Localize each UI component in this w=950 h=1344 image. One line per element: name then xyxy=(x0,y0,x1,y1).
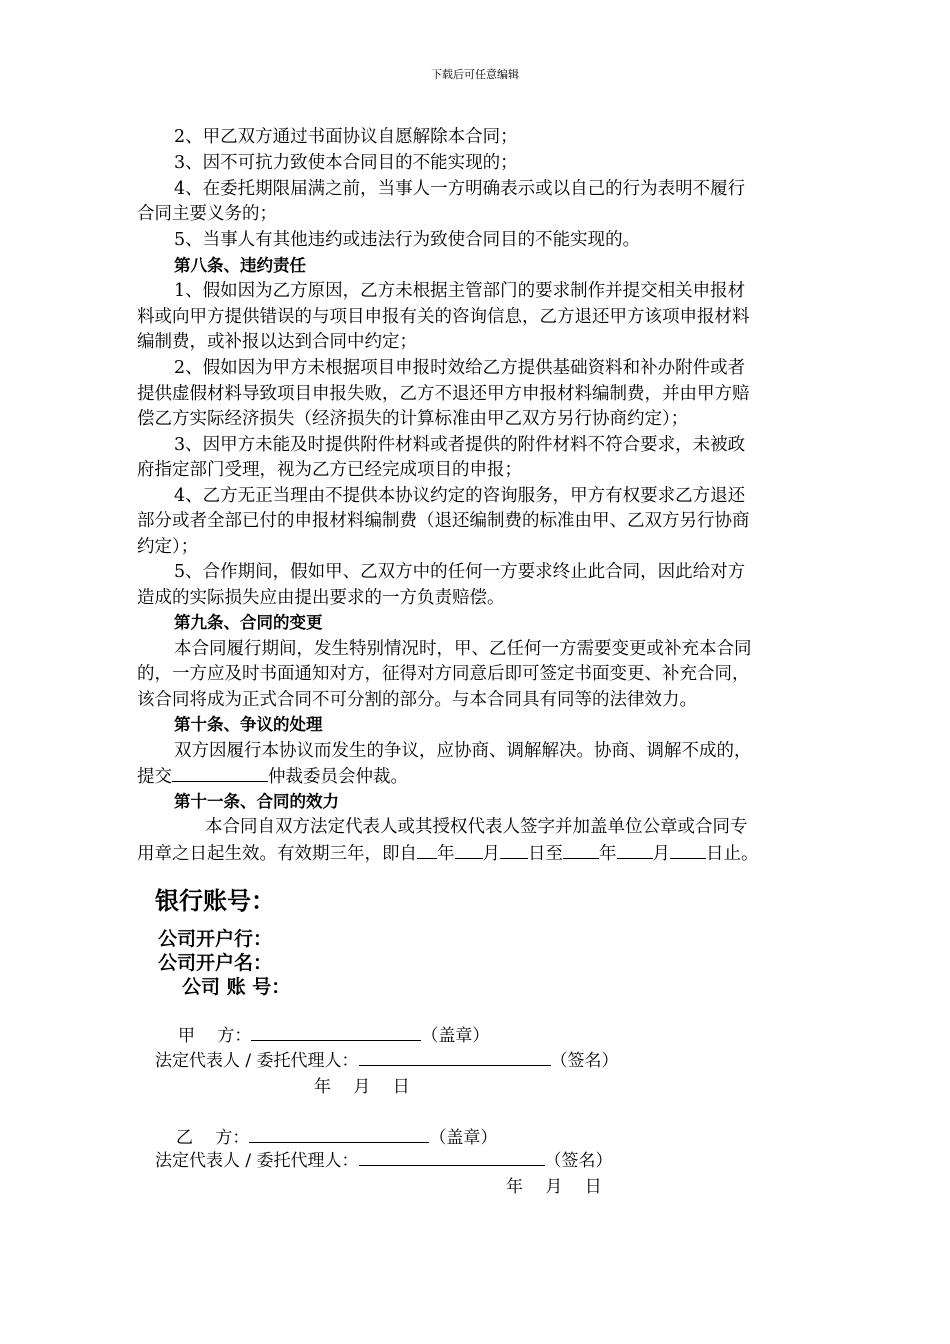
article-8-p5-line2: 造成的实际损失应由提出要求的一方负责赔偿。 xyxy=(137,588,505,608)
start-year-blank[interactable] xyxy=(417,840,437,859)
party-b-sign: （签名） xyxy=(544,1151,613,1171)
party-a-sign: （签名） xyxy=(550,1051,619,1071)
bank-name-label: 公司开户行： xyxy=(158,928,273,950)
account-number-label: 公司 账 号： xyxy=(182,976,291,998)
article-8-p2-line3: 偿乙方实际经济损失（经济损失的计算标准由甲乙双方另行协商约定）； xyxy=(137,409,689,429)
article-8-p1-line3: 编制费，或补报以达到合同中约定； xyxy=(137,332,417,352)
party-b-row xyxy=(176,1123,497,1148)
end-day-label: 日止。 xyxy=(706,844,759,864)
party-a-rep-label: 法定代表人 / 委托代理人： xyxy=(155,1051,359,1071)
arbitration-suffix: 仲裁委员会仲裁。 xyxy=(268,767,408,787)
bank-title: 银行账号： xyxy=(155,887,275,915)
termination-item-5: 5、当事人有其他违约或违法行为致使合同目的不能实现的。 xyxy=(174,230,641,250)
termination-item-3: 3、因不可抗力致使本合同目的不能实现的； xyxy=(174,153,518,173)
termination-item-4-line1: 4、在委托期限届满之前，当事人一方明确表示或以自己的行为表明不履行 xyxy=(174,179,746,199)
article-8-p3-line2: 府指定部门受理，视为乙方已经完成项目的申报； xyxy=(137,460,522,480)
party-b-date: 年 月 日 xyxy=(506,1177,602,1197)
termination-item-2: 2、甲乙双方通过书面协议自愿解除本合同； xyxy=(174,127,518,147)
start-month-label: 月 xyxy=(482,844,500,864)
article-9-heading: 第九条、合同的变更 xyxy=(174,613,323,632)
header-note: 下载后可任意编辑 xyxy=(431,68,519,81)
account-name-label: 公司开户名： xyxy=(158,952,273,974)
article-8-p1-line1: 1、假如因为乙方原因，乙方未根据主管部门的要求制作并提交相关申报材 xyxy=(174,281,746,301)
party-b-name-blank[interactable] xyxy=(249,1124,429,1143)
arbitration-body-blank[interactable] xyxy=(172,763,268,782)
article-10-heading: 第十条、争议的处理 xyxy=(174,715,323,734)
article-8-p2-line2: 提供虚假材料导致项目申报失败，乙方不退还甲方申报材料编制费，并由甲方赔 xyxy=(137,384,750,404)
article-8-p3-line1: 3、因甲方未能及时提供附件材料或者提供的附件材料不符合要求，未被政 xyxy=(174,435,746,455)
end-year-label: 年 xyxy=(599,844,617,864)
submit-to-label: 提交 xyxy=(137,767,172,787)
end-month-blank[interactable] xyxy=(617,840,653,859)
start-month-blank[interactable] xyxy=(455,840,483,859)
article-8-p1-line2: 料或向甲方提供错误的与项目申报有关的咨询信息，乙方退还甲方该项申报材料 xyxy=(137,307,750,327)
party-a-rep-row xyxy=(155,1046,619,1071)
party-b-seal: （盖章） xyxy=(429,1128,498,1148)
end-day-blank[interactable] xyxy=(670,840,706,859)
article-11-heading: 第十一条、合同的效力 xyxy=(174,792,339,811)
party-a-seal: （盖章） xyxy=(421,1026,490,1046)
party-b-label: 乙 方： xyxy=(176,1128,250,1148)
party-a-label: 甲 方： xyxy=(178,1026,252,1046)
party-a-date: 年 月 日 xyxy=(314,1077,410,1097)
party-b-rep-blank[interactable] xyxy=(359,1147,545,1166)
article-9-line3: 该合同将成为正式合同不可分割的部分。与本合同具有同等的法律效力。 xyxy=(137,690,697,710)
start-day-label: 日至 xyxy=(528,844,563,864)
article-9-line1: 本合同履行期间，发生特别情况时，甲、乙任何一方需要变更或补充本合同 xyxy=(174,639,752,659)
article-8-p5-line1: 5、合作期间，假如甲、乙双方中的任何一方要求终止此合同，因此给对方 xyxy=(174,562,746,582)
party-a-name-blank[interactable] xyxy=(251,1022,421,1041)
article-8-p4-line3: 约定）； xyxy=(137,537,199,557)
article-8-heading: 第八条、违约责任 xyxy=(174,256,306,275)
party-a-row xyxy=(178,1021,489,1046)
article-8-p4-line2: 部分或者全部已付的申报材料编制费（退还编制费的标准由甲、乙双方另行协商 xyxy=(137,511,750,531)
party-b-rep-label: 法定代表人 / 委托代理人： xyxy=(155,1151,359,1171)
end-year-blank[interactable] xyxy=(563,840,599,859)
end-month-label: 月 xyxy=(652,844,670,864)
party-a-rep-blank[interactable] xyxy=(359,1047,551,1066)
article-10-line1: 双方因履行本协议而发生的争议，应协商、调解解决。协商、调解不成的， xyxy=(174,741,752,761)
termination-item-4-line2: 合同主要义务的； xyxy=(137,204,277,224)
article-10-line2 xyxy=(137,763,817,790)
article-9-line2: 的，一方应及时书面通知对方，征得对方同意后即可签定书面变更、补充合同， xyxy=(137,664,750,684)
start-day-blank[interactable] xyxy=(500,840,528,859)
article-11-line2 xyxy=(137,840,817,867)
effective-text: 用章之日起生效。有效期三年，即自 xyxy=(137,844,417,864)
article-8-p4-line1: 4、乙方无正当理由不提供本协议约定的咨询服务，甲方有权要求乙方退还 xyxy=(174,486,746,506)
party-b-rep-row xyxy=(155,1146,613,1171)
article-11-line1: 本合同自双方法定代表人或其授权代表人签字并加盖单位公章或合同专 xyxy=(205,817,748,837)
start-year-label: 年 xyxy=(437,844,455,864)
article-8-p2-line1: 2、假如因为甲方未根据项目申报时效给乙方提供基础资料和补办附件或者 xyxy=(174,358,746,378)
